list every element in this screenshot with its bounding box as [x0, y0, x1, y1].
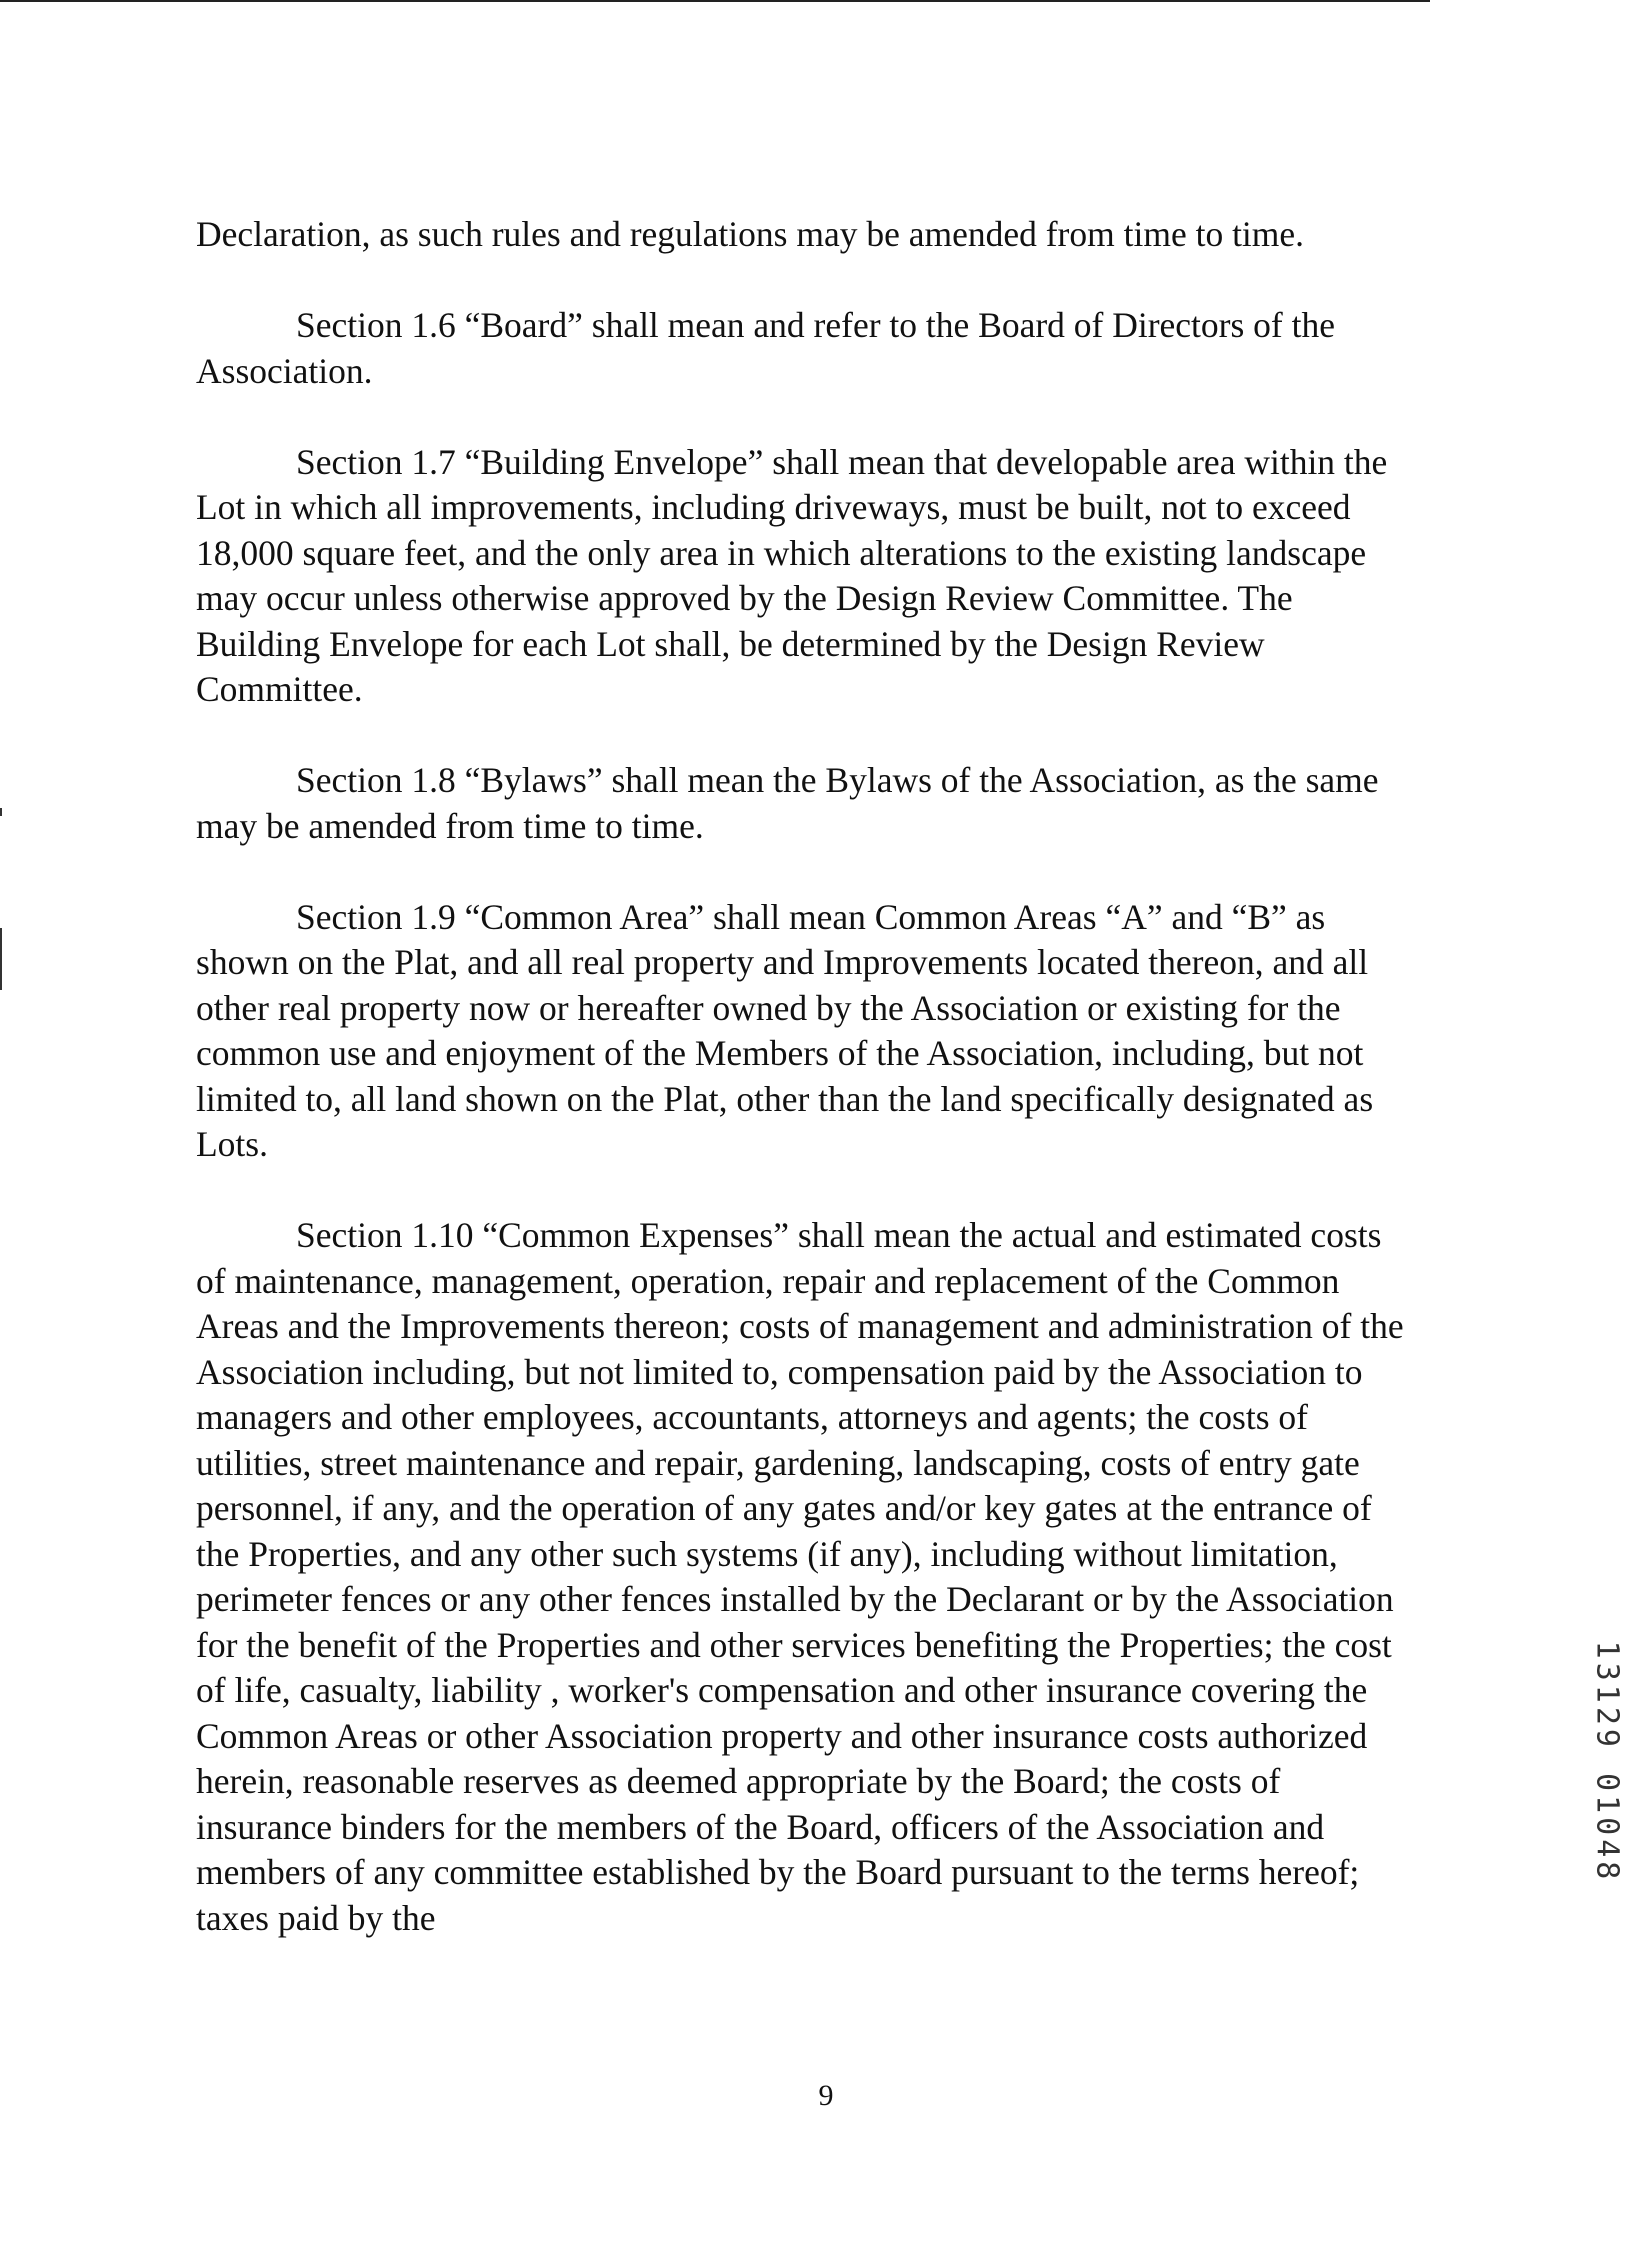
recording-stamp	[1582, 1612, 1632, 1912]
paragraph-declaration-continued: Declaration, as such rules and regulations may be amended from time to time.	[196, 214, 1305, 254]
document-body	[196, 212, 1416, 1987]
section-1-7: Section 1.7 “Building Envelope” shall mean that developable area within the Lot in which all improvements, including driveways, must be built, not to exceed 18,000 square feet, and the only area in which alterations to the existing landscape may occur unless otherwise approved by the Design Review Committee. The Building Envelope for each Lot shall, be determined by the Design Review Committee.	[196, 441, 1388, 709]
top-scan-border	[0, 0, 1430, 2]
section-1-9: Section 1.9 “Common Area” shall mean Common Areas “A” and “B” as shown on the Plat, and all real property and Improvements located thereon, and all other real property now or hereafter owned by the Association or existing for the common use and enjoyment of the Members of the Association, including, but not limited to, all land shown on the Plat, other than the land specifically designated as Lots.	[196, 896, 1374, 1164]
page-number: 9	[818, 2079, 834, 2112]
left-scan-mark-upper	[0, 808, 2, 816]
section-1-10: Section 1.10 “Common Expenses” shall mean the actual and estimated costs of maintenance, management, operation, repair and replacement of the Common Areas and the Improvements thereon; costs of management and administration of the Association including, but not limited to, compensation paid by the Association to managers and other employees, accountants, attorneys and agents; the costs of utilities, street maintenance and repair, gardening, landscaping, costs of entry gate personnel, if any, and the operation of any gates and/or key gates at the entrance of the Properties, and any other such systems (if any), including without limitation, perimeter fences or any other fences installed by the Declarant or by the Association for the benefit of the Properties and other services benefiting the Properties; the cost of life, casualty, liability , worker's compensation and other insurance covering the Common Areas or other Association property and other insurance costs authorized herein, reasonable reserves as deemed appropriate by the Board; the costs of insurance binders for the members of the Board, officers of the Association and members of any committee established by the Board pursuant to the terms hereof; taxes paid by the	[196, 1215, 1404, 1938]
left-scan-mark-lower	[0, 928, 2, 990]
section-1-6: Section 1.6 “Board” shall mean and refer to the Board of Directors of the Association.	[196, 305, 1335, 391]
recording-stamp-number: 13129 01048	[1589, 1640, 1625, 1884]
section-1-8: Section 1.8 “Bylaws” shall mean the Bylaws of the Association, as the same may be amended from time to time.	[196, 760, 1379, 846]
